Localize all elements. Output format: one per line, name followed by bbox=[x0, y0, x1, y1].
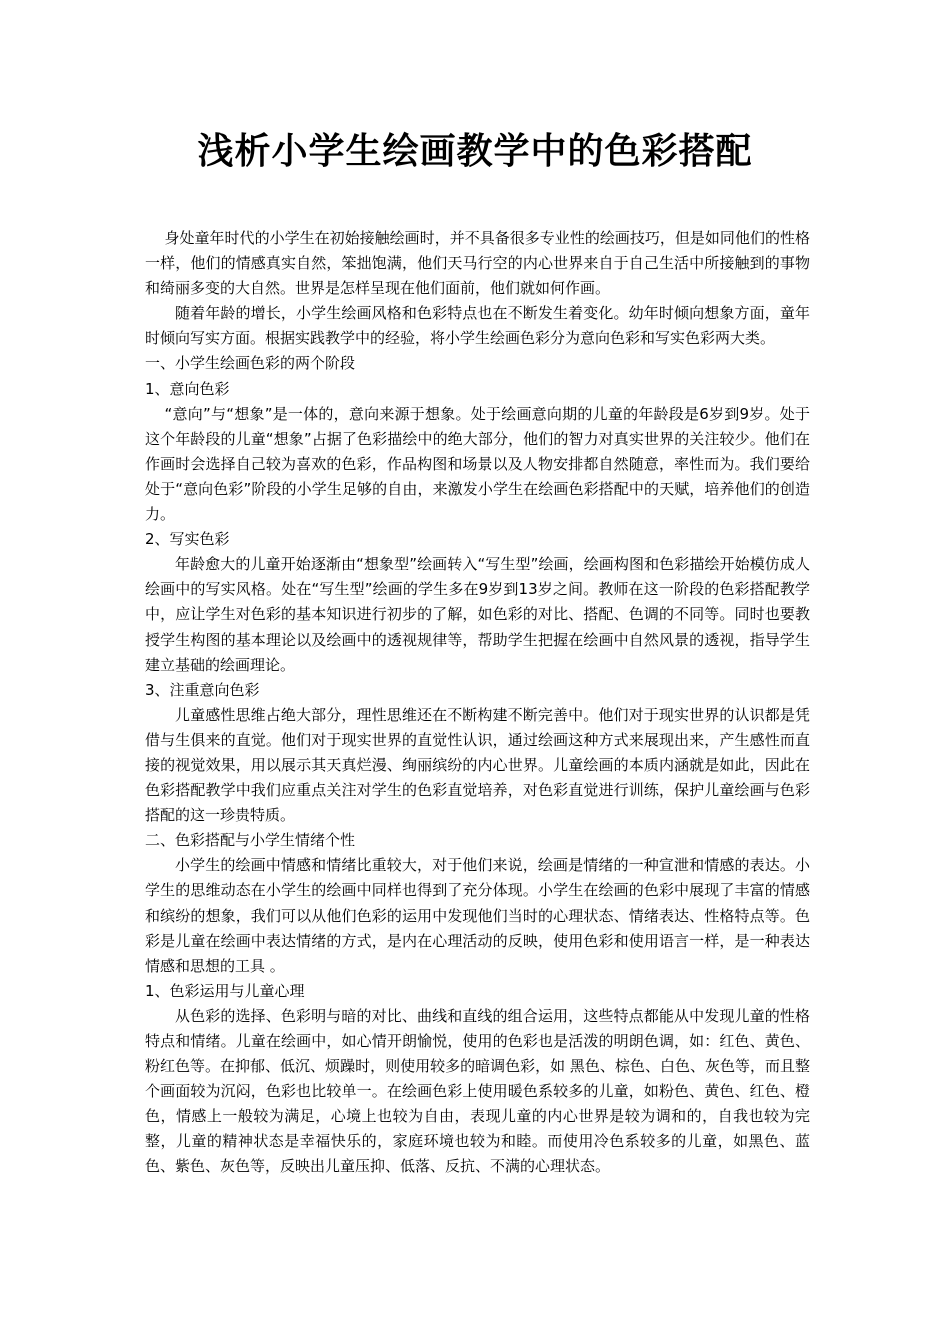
paragraph: 随着年龄的增长，小学生绘画风格和色彩特点也在不断发生着变化。幼年时倾向想象方面，童年时倾向写实方面。根据实践教学中的经验，将小学生绘画色彩分为意向色彩和写实色彩两大类。 bbox=[145, 304, 810, 348]
subsection-heading: 1、色彩运用与儿童心理 bbox=[145, 981, 305, 1000]
paragraph: 小学生的绘画中情感和情绪比重较大，对于他们来说，绘画是情绪的一种宣泄和情感的表达。小学生的思维动态在小学生的绘画中同样也得到了充分体现。小学生在绘画的色彩中展现了丰富的情感和缤纷的想象，我们可以从他们色彩的运用中发现他们当时的心理状态、情绪表达、性格特点等。色彩是儿童在绘画中表达情绪的方式，是内在心理活动的反映，使用色彩和使用语言一样，是一种表达情感和思想的工具 。 bbox=[145, 856, 810, 975]
subsection-heading: 1、意向色彩 bbox=[145, 379, 230, 398]
section-heading: 一、小学生绘画色彩的两个阶段 bbox=[145, 354, 356, 373]
section-heading: 二、色彩搭配与小学生情绪个性 bbox=[145, 831, 356, 850]
subsection-heading: 3、注重意向色彩 bbox=[145, 680, 260, 699]
subsection-heading: 2、写实色彩 bbox=[145, 530, 230, 549]
document-body bbox=[145, 226, 810, 1180]
document-title: 浅析小学生绘画教学中的色彩搭配 bbox=[197, 131, 753, 172]
paragraph: 从色彩的选择、色彩明与暗的对比、曲线和直线的组合运用，这些特点都能从中发现儿童的性格特点和情绪。儿童在绘画中，如心情开朗愉悦，使用的色彩也是活泼的明朗色调，如：红色、黄色、粉红色等。在抑郁、低沉、烦躁时，则使用较多的暗调色彩，如 黑色、棕色、白色、灰色等，而且整个画面较为沉闷，色彩也比较单一。在绘画色彩上使用暖色系较多的儿童，如粉色、黄色、红色、橙色，情感上一般较为满足，心境上也较为自由，表现儿童的内心世界是较为调和的，自我也较为完整，儿童的精神状态是幸福快乐的，家庭环境也较为和睦。而使用冷色系较多的儿童，如黑色、蓝色、紫色、灰色等，反映出儿童压抑、低落、反抗、不满的心理状态。 bbox=[145, 1006, 810, 1176]
paragraph: 儿童感性思维占绝大部分，理性思维还在不断构建不断完善中。他们对于现实世界的认识都是凭借与生俱来的直觉。他们对于现实世界的直觉性认识，通过绘画这种方式来展现出来，产生感性而直接的视觉效果，用以展示其天真烂漫、绚丽缤纷的内心世界。儿童绘画的本质内涵就是如此，因此在色彩搭配教学中我们应重点关注对学生的色彩直觉培养，对色彩直觉进行训练，保护儿童绘画与色彩搭配的这一珍贵特质。 bbox=[145, 705, 810, 825]
paragraph: “意向”与“想象”是一体的，意向来源于想象。处于绘画意向期的儿童的年龄段是6岁到9岁。处于这个年龄段的儿童“想象”占据了色彩描绘中的绝大部分，他们的智力对真实世界的关注较少。他们在作画时会选择自己较为喜欢的色彩，作品构图和场景以及人物安排都自然随意，率性而为。我们要给处于“意向色彩”阶段的小学生足够的自由，来激发小学生在绘画色彩搭配中的天赋，培养他们的创造力。 bbox=[145, 404, 810, 524]
paragraph: 年龄愈大的儿童开始逐渐由“想象型”绘画转入“写生型”绘画，绘画构图和色彩描绘开始模仿成人绘画中的写实风格。处在“写生型”绘画的学生多在9岁到13岁之间。教师在这一阶段的色彩搭配教学中，应让学生对色彩的基本知识进行初步的了解，如色彩的对比、搭配、色调的不同等。同时也要教授学生构图的基本理论以及绘画中的透视规律等，帮助学生把握在绘画中自然风景的透视，指导学生建立基础的绘画理论。 bbox=[145, 555, 810, 674]
paragraph: 身处童年时代的小学生在初始接触绘画时，并不具备很多专业性的绘画技巧，但是如同他们的性格一样，他们的情感真实自然，笨拙饱满，他们天马行空的内心世界来自于自己生活中所接触到的事物和绮丽多变的大自然。世界是怎样呈现在他们面前，他们就如何作画。 bbox=[145, 229, 810, 298]
